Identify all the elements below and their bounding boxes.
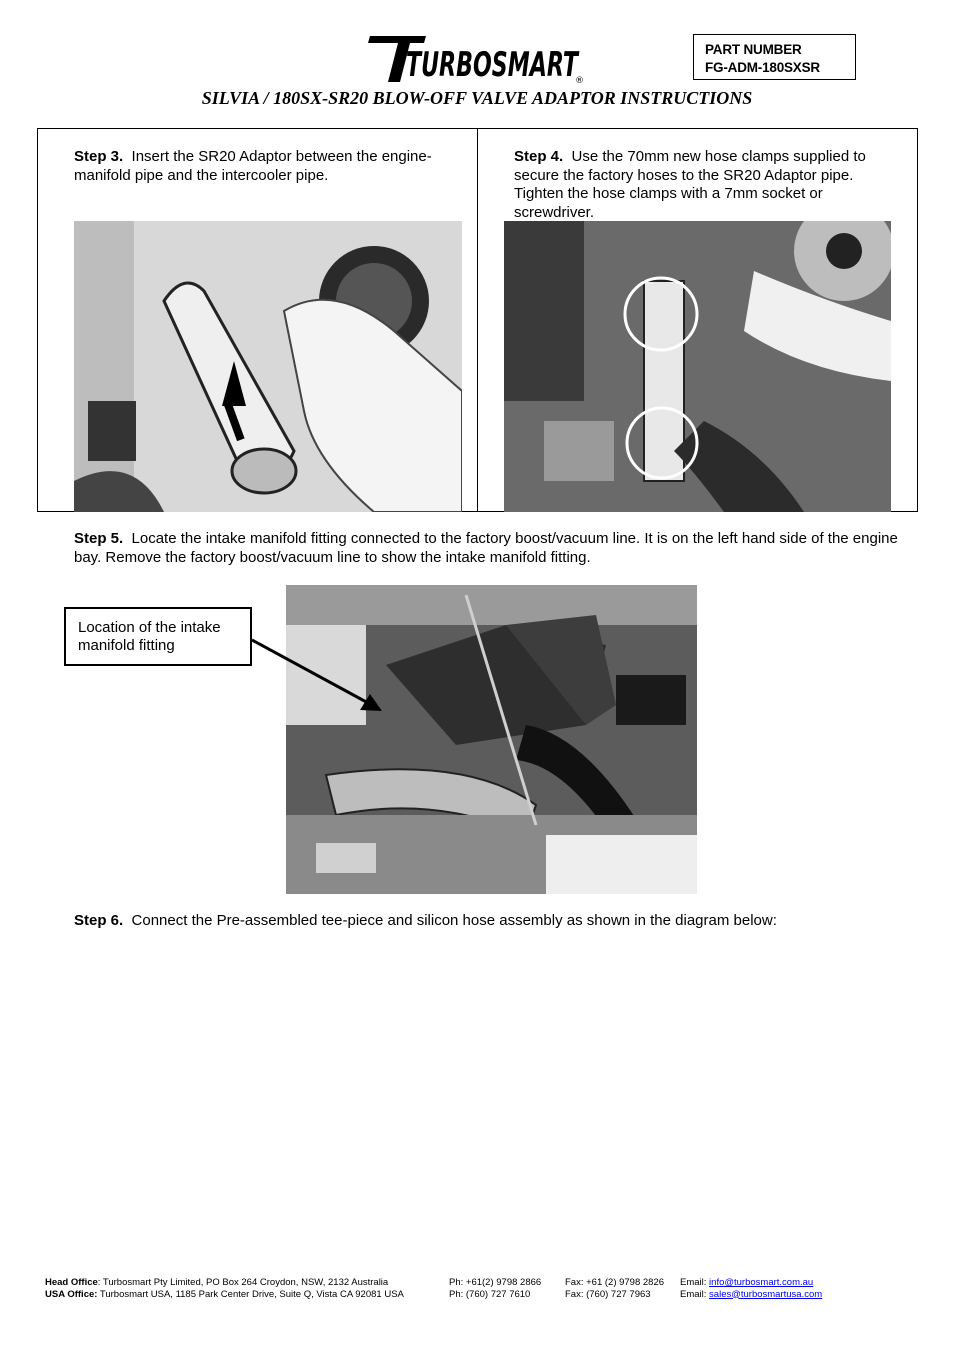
table-divider: [477, 128, 478, 512]
head-fax: Fax: +61 (2) 9798 2826: [565, 1277, 665, 1288]
turbosmart-logo: [366, 34, 588, 86]
step-3-body: Insert the SR20 Adaptor between the engine-manifold pipe and the intercooler pipe.: [74, 148, 432, 184]
document-title: SILVIA / 180SX-SR20 BLOW-OFF VALVE ADAPTOR INSTRUCTIONS: [201, 88, 753, 108]
head-phone: Ph: +61(2) 9798 2866: [449, 1277, 542, 1288]
step-3-photo: [74, 221, 462, 512]
footer-faxes: [565, 1277, 675, 1300]
step-3-text: [74, 148, 466, 185]
step-6-text: [74, 912, 914, 931]
usa-office-label: USA Office:: [45, 1288, 98, 1300]
logo-graphic: [366, 34, 588, 86]
step-4-body: Use the 70mm new hose clamps supplied to secure the factory hoses to the SR20 Adaptor pipe. Tighten the hose clamps with a 7mm socket or screwdriver.: [514, 148, 866, 221]
callout-arrow: [250, 630, 390, 720]
callout-box: [64, 607, 252, 666]
usa-office-line: [45, 1289, 455, 1301]
step-6-body: Connect the Pre-assembled tee-piece and silicon hose assembly as shown in the diagram below:: [131, 912, 777, 929]
usa-office-text: Turbosmart USA, 1185 Park Center Drive, Suite Q, Vista CA 92081 USA: [97, 1288, 404, 1300]
head-office-label: Head Office: [45, 1277, 98, 1288]
usa-fax: Fax: (760) 727 7963: [565, 1288, 651, 1300]
callout-text: Location of the intake manifold fitting: [78, 619, 221, 654]
part-number-label: PART NUMBER: [705, 42, 802, 57]
step-4-text: [514, 148, 906, 222]
step-4-label: Step 4.: [514, 148, 564, 165]
usa-phone: Ph: (760) 727 7610: [449, 1288, 531, 1300]
head-office-line: [45, 1277, 455, 1289]
usa-email-line: [680, 1289, 880, 1301]
step-5-text: [74, 530, 914, 567]
registered-mark: ®: [575, 76, 584, 86]
part-number-value: FG-ADM-180SXSR: [705, 60, 820, 75]
step-5-body: Locate the intake manifold fitting connected to the factory boost/vacuum line. It is on the left hand side of the engine bay. Remove the factory boost/vacuum line to show the intake manifold fitting.: [74, 530, 898, 566]
footer-addresses: [45, 1277, 455, 1300]
step-6-label: Step 6.: [74, 912, 124, 929]
footer-emails: [680, 1277, 880, 1300]
head-office-text: : Turbosmart Pty Limited, PO Box 264 Croydon, NSW, 2132 Australia: [97, 1277, 389, 1288]
usa-email-link[interactable]: sales@turbosmartusa.com: [709, 1288, 823, 1300]
usa-email-label: Email:: [680, 1288, 710, 1300]
head-email-label: Email:: [680, 1277, 710, 1288]
step-5-label: Step 5.: [74, 530, 124, 547]
step-4-photo: [504, 221, 891, 512]
head-email-line: [680, 1277, 880, 1289]
step-3-label: Step 3.: [74, 148, 124, 165]
head-email-link[interactable]: info@turbosmart.com.au: [709, 1277, 814, 1288]
logo-text: TURBOSMART: [406, 45, 580, 85]
part-number-box: [693, 34, 856, 80]
footer-phones: [449, 1277, 559, 1300]
